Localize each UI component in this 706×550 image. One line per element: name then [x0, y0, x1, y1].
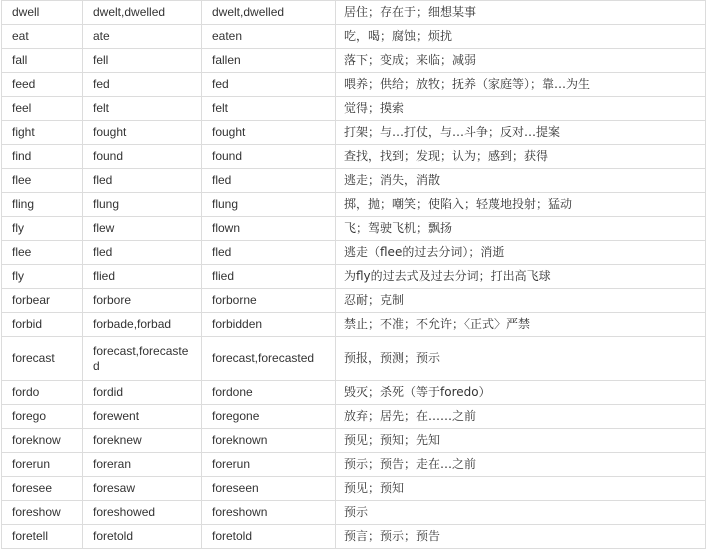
base-form-cell: flee: [2, 241, 83, 265]
meaning-cell: 落下；变成；来临；减弱: [336, 49, 706, 73]
meaning-cell: 逃走（flee的过去分词）；消逝: [336, 241, 706, 265]
meaning-cell: 预示；预告；走在…之前: [336, 453, 706, 477]
base-form-cell: forbid: [2, 313, 83, 337]
past-tense-cell: foretold: [83, 525, 202, 549]
past-tense-cell: forewent: [83, 405, 202, 429]
meaning-cell: 掷，抛；嘲笑；使陷入；轻蔑地投射；猛动: [336, 193, 706, 217]
past-participle-cell: fled: [202, 169, 336, 193]
meaning-cell: 预言；预示；预告: [336, 525, 706, 549]
past-participle-cell: forecast,forecasted: [202, 337, 336, 381]
past-tense-cell: found: [83, 145, 202, 169]
base-form-cell: dwell: [2, 1, 83, 25]
past-tense-cell: fled: [83, 241, 202, 265]
past-tense-cell: flew: [83, 217, 202, 241]
meaning-cell: 忍耐；克制: [336, 289, 706, 313]
past-participle-cell: foreknown: [202, 429, 336, 453]
meaning-cell: 飞；驾驶飞机；飘扬: [336, 217, 706, 241]
table-row: [2, 381, 706, 405]
table-row: [2, 289, 706, 313]
past-participle-cell: foreseen: [202, 477, 336, 501]
base-form-cell: fly: [2, 265, 83, 289]
past-participle-cell: felt: [202, 97, 336, 121]
base-form-cell: fall: [2, 49, 83, 73]
meaning-cell: 查找，找到；发现；认为；感到；获得: [336, 145, 706, 169]
past-tense-cell: fought: [83, 121, 202, 145]
meaning-cell: 预见；预知: [336, 477, 706, 501]
past-participle-cell: fled: [202, 241, 336, 265]
table-row: [2, 453, 706, 477]
table-row: [2, 1, 706, 25]
table-row: [2, 405, 706, 429]
meaning-cell: 禁止；不准；不允许；〈正式〉严禁: [336, 313, 706, 337]
past-participle-cell: foregone: [202, 405, 336, 429]
past-tense-cell: foresaw: [83, 477, 202, 501]
past-tense-cell: ate: [83, 25, 202, 49]
base-form-cell: forego: [2, 405, 83, 429]
base-form-cell: foreshow: [2, 501, 83, 525]
table-row: [2, 241, 706, 265]
base-form-cell: fordo: [2, 381, 83, 405]
base-form-cell: foresee: [2, 477, 83, 501]
table-row: [2, 313, 706, 337]
table-row: [2, 501, 706, 525]
table-row: [2, 337, 706, 381]
meaning-cell: 放弃；居先；在……之前: [336, 405, 706, 429]
past-participle-cell: foreshown: [202, 501, 336, 525]
past-tense-cell: forbore: [83, 289, 202, 313]
table-body: [2, 1, 706, 549]
base-form-cell: flee: [2, 169, 83, 193]
meaning-cell: 毁灭；杀死（等于foredo）: [336, 381, 706, 405]
past-tense-cell: forbade,forbad: [83, 313, 202, 337]
past-tense-cell: flung: [83, 193, 202, 217]
table-row: [2, 477, 706, 501]
past-participle-cell: forerun: [202, 453, 336, 477]
past-tense-cell: dwelt,dwelled: [83, 1, 202, 25]
table-row: [2, 429, 706, 453]
irregular-verb-table: [1, 0, 706, 549]
past-tense-cell: felt: [83, 97, 202, 121]
past-tense-cell: forecast,forecasted: [83, 337, 202, 381]
base-form-cell: foreknow: [2, 429, 83, 453]
meaning-cell: 觉得；摸索: [336, 97, 706, 121]
past-participle-cell: fed: [202, 73, 336, 97]
table-row: [2, 49, 706, 73]
meaning-cell: 预报，预测；预示: [336, 337, 706, 381]
table-row: [2, 217, 706, 241]
base-form-cell: fight: [2, 121, 83, 145]
table-row: [2, 73, 706, 97]
base-form-cell: forbear: [2, 289, 83, 313]
table-row: [2, 25, 706, 49]
past-participle-cell: flung: [202, 193, 336, 217]
past-tense-cell: flied: [83, 265, 202, 289]
meaning-cell: 居住；存在于；细想某事: [336, 1, 706, 25]
table-row: [2, 121, 706, 145]
table-row: [2, 193, 706, 217]
base-form-cell: forerun: [2, 453, 83, 477]
base-form-cell: fly: [2, 217, 83, 241]
meaning-cell: 预示: [336, 501, 706, 525]
table-row: [2, 145, 706, 169]
past-participle-cell: flied: [202, 265, 336, 289]
past-tense-cell: fordid: [83, 381, 202, 405]
base-form-cell: feel: [2, 97, 83, 121]
past-participle-cell: flown: [202, 217, 336, 241]
meaning-cell: 喂养；供给；放牧；抚养（家庭等）；靠…为生: [336, 73, 706, 97]
table-row: [2, 97, 706, 121]
base-form-cell: feed: [2, 73, 83, 97]
past-participle-cell: forborne: [202, 289, 336, 313]
past-tense-cell: foreknew: [83, 429, 202, 453]
base-form-cell: forecast: [2, 337, 83, 381]
past-participle-cell: fallen: [202, 49, 336, 73]
past-tense-cell: foreran: [83, 453, 202, 477]
meaning-cell: 打架；与…打仗，与…斗争；反对…提案: [336, 121, 706, 145]
past-participle-cell: eaten: [202, 25, 336, 49]
past-participle-cell: forbidden: [202, 313, 336, 337]
past-participle-cell: dwelt,dwelled: [202, 1, 336, 25]
table-row: [2, 169, 706, 193]
meaning-cell: 预见；预知；先知: [336, 429, 706, 453]
base-form-cell: find: [2, 145, 83, 169]
table-row: [2, 525, 706, 549]
meaning-cell: 逃走；消失，消散: [336, 169, 706, 193]
past-tense-cell: foreshowed: [83, 501, 202, 525]
past-tense-cell: fled: [83, 169, 202, 193]
base-form-cell: foretell: [2, 525, 83, 549]
past-participle-cell: fordone: [202, 381, 336, 405]
past-tense-cell: fell: [83, 49, 202, 73]
meaning-cell: 吃，喝；腐蚀；烦扰: [336, 25, 706, 49]
base-form-cell: eat: [2, 25, 83, 49]
base-form-cell: fling: [2, 193, 83, 217]
meaning-cell: 为fly的过去式及过去分词；打出高飞球: [336, 265, 706, 289]
table-row: [2, 265, 706, 289]
past-participle-cell: found: [202, 145, 336, 169]
past-participle-cell: foretold: [202, 525, 336, 549]
past-participle-cell: fought: [202, 121, 336, 145]
past-tense-cell: fed: [83, 73, 202, 97]
